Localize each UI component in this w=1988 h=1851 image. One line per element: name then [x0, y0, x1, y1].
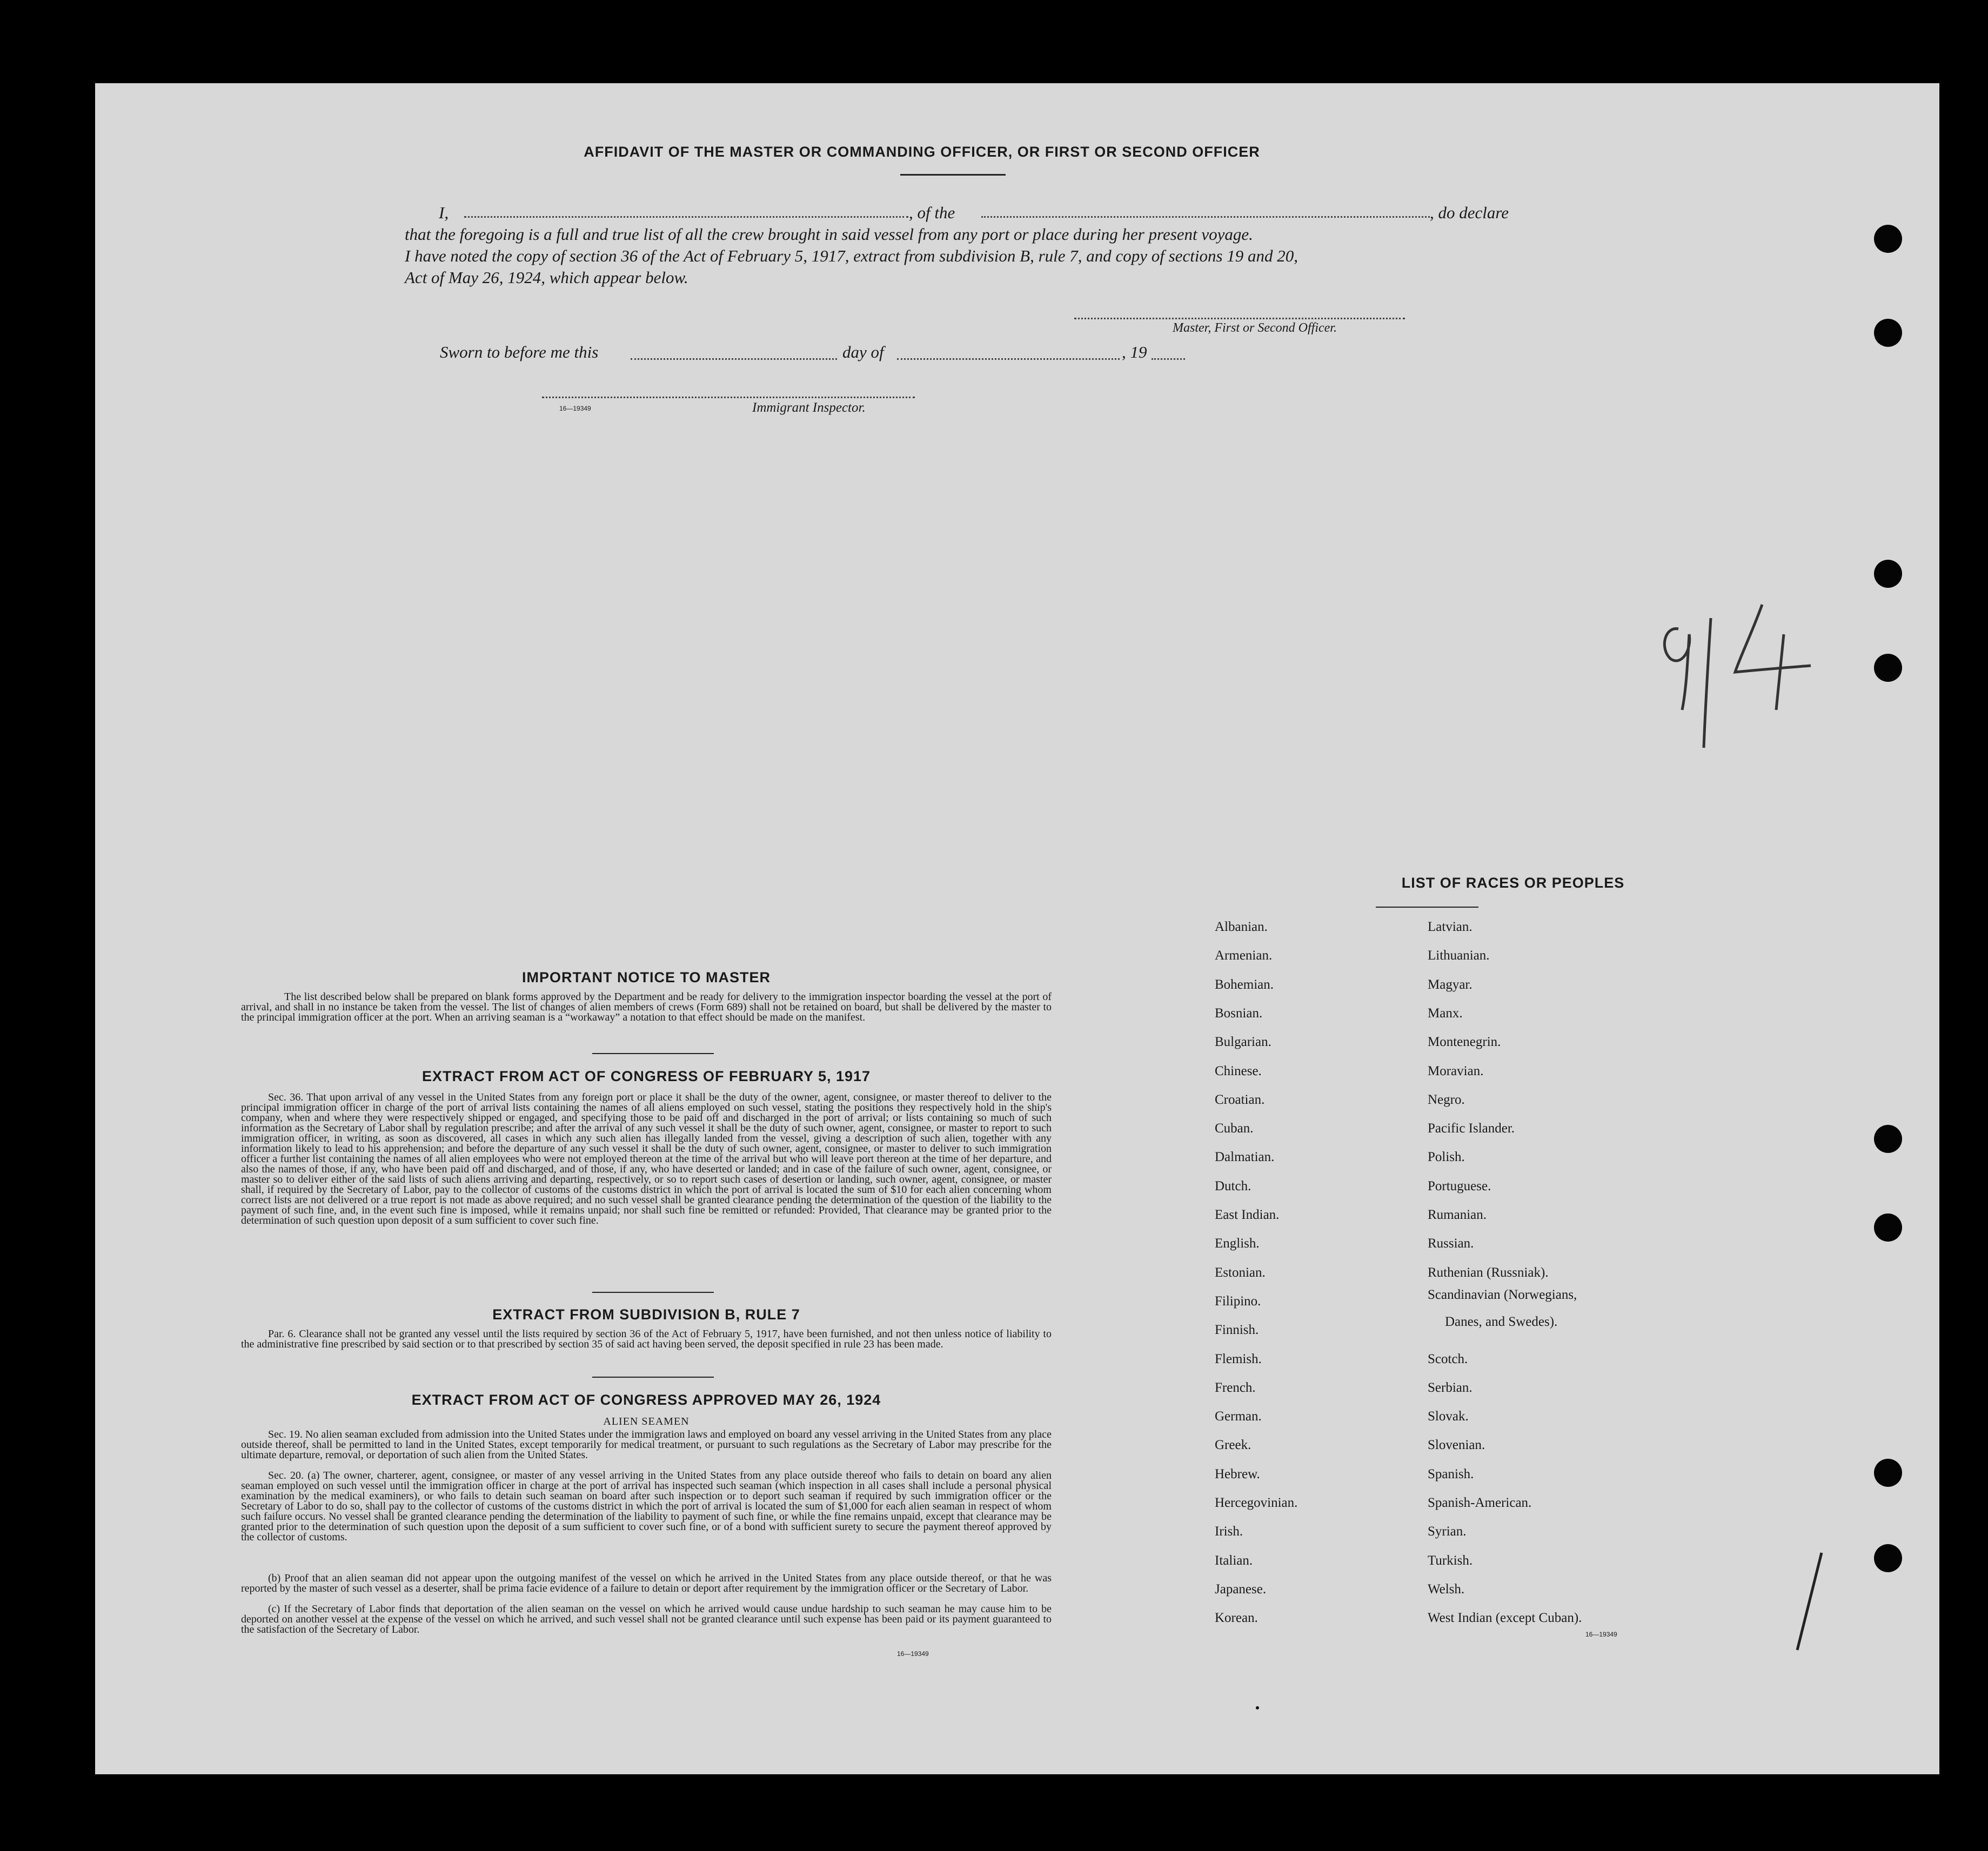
binder-hole [1874, 560, 1902, 588]
race-item: Cuban. [1215, 1121, 1254, 1136]
race-item: Polish. [1428, 1150, 1465, 1164]
race-item: Syrian. [1428, 1524, 1467, 1539]
sworn-label: Sworn to before me this [440, 343, 599, 361]
race-item: Rumanian. [1428, 1208, 1487, 1222]
race-item: Manx. [1428, 1006, 1463, 1021]
rule-7-divider [592, 1377, 714, 1378]
day-of-label: day of [842, 343, 884, 361]
affidavit-title: AFFIDAVIT OF THE MASTER OR COMMANDING OFFICER, OR FIRST OR SECOND OFFICER [584, 144, 1260, 160]
year-label: , 19 [1122, 343, 1147, 361]
handwritten-94-mark [1654, 596, 1843, 759]
inspector-label: Immigrant Inspector. [752, 400, 866, 415]
race-item: Scotch. [1428, 1352, 1468, 1366]
notice-text: The list described below shall be prepared on blank forms approved by the Department and be ready for delivery to the immigration inspector boarding the vessel at the port of arrival, and shall in no instance be taken from the vessel. The list of changes of alien members of crews (Form 689) shall not be retained on board, but shall be delivered by the master to the principal immigration officer at the port. When an arriving seaman is a “workaway” a notation to that effect should be made on the manifest. [241, 991, 1052, 1023]
race-item: Greek. [1215, 1438, 1251, 1452]
binder-hole [1874, 225, 1902, 253]
race-item: Korean. [1215, 1611, 1258, 1625]
notice-divider [592, 1053, 714, 1054]
race-item: Magyar. [1428, 977, 1472, 992]
race-item: East Indian. [1215, 1208, 1280, 1222]
speck [1256, 1706, 1259, 1709]
day-blank [631, 358, 837, 360]
race-item: Latvian. [1428, 920, 1472, 934]
binder-hole [1874, 1459, 1902, 1487]
race-item: Negro. [1428, 1092, 1465, 1107]
form-number-bottom-right: 16—19349 [1585, 1631, 1617, 1638]
handwritten-number [1654, 596, 1843, 759]
rule-7-text: Par. 6. Clearance shall not be granted any vessel until the lists required by section 36 of the Act of February 5, 1917, have been furnished, and not then unless notice of liability to the administrative fine prescribed by said section or to that prescribed by section 35 of said act having been served, the deposit specified in rule 23 has been made. [241, 1328, 1052, 1350]
race-item: Chinese. [1215, 1064, 1262, 1078]
name-blank [464, 216, 908, 218]
race-item: Turkish. [1428, 1553, 1473, 1568]
race-item: English. [1215, 1236, 1260, 1251]
year-blank [1152, 358, 1185, 360]
inspector-line [542, 397, 915, 398]
race-item: Finnish. [1215, 1323, 1259, 1337]
handwritten-stroke-mark [1778, 1547, 1832, 1655]
race-item: Serbian. [1428, 1380, 1472, 1395]
race-item: German. [1215, 1409, 1262, 1424]
race-item: Armenian. [1215, 948, 1273, 963]
race-scandinavian-continued: Danes, and Swedes). [1445, 1315, 1558, 1329]
race-item: Hercegovinian. [1215, 1495, 1298, 1510]
races-title: LIST OF RACES OR PEOPLES [1401, 875, 1625, 891]
race-item: Montenegrin. [1428, 1035, 1501, 1049]
do-declare-label: , do declare [1430, 203, 1509, 222]
extract-1924-sec20a: Sec. 20. (a) The owner, charterer, agent, consignee, or master of any vessel arriving in the United States from any place outside thereof who fails to detain on board any alien seaman employed on such vessel until the immigration officer in charge at the port of arrival has inspected such seaman (which inspection in all cases shall include a personal physical examination by the medical examiners), or who fails to detain such seaman on board after such inspection or to deport such seaman if required by such immigration officer or the Secretary of Labor to do so, shall pay to the collector of customs of the customs district in which the port of arrival is located the sum of $1,000 for each alien seaman in respect of whom such failure occurs. No vessel shall be granted clearance pending the determination of the liability to payment of such fine, or while the fine remains unpaid, except that clearance may be granted prior to the determination of such question upon the deposit of a sum sufficient to cover such fine, or of a bond with sufficient surety to secure the payment thereof approved by the collector of customs. [241, 1470, 1052, 1543]
race-item: Welsh. [1428, 1582, 1465, 1597]
binder-hole [1874, 654, 1902, 682]
signature-line [1074, 318, 1405, 319]
form-number-top: 16—19349 [559, 405, 591, 412]
extract-1917-divider [592, 1292, 714, 1293]
document-page [95, 83, 1939, 1774]
race-item: French. [1215, 1380, 1256, 1395]
race-item: Bosnian. [1215, 1006, 1263, 1021]
race-item: Italian. [1215, 1553, 1253, 1568]
race-item: Japanese. [1215, 1582, 1267, 1597]
race-item: Albanian. [1215, 920, 1268, 934]
race-item: Filipino. [1215, 1294, 1261, 1309]
affidavit-line-4: Act of May 26, 1924, which appear below. [405, 268, 688, 287]
race-item: Scandinavian (Norwegians, [1428, 1287, 1577, 1302]
signature-label: Master, First or Second Officer. [1173, 321, 1337, 335]
affidavit-line-2: that the foregoing is a full and true list of all the crew brought in said vessel from any port or place during her present voyage. [405, 225, 1253, 244]
extract-1917-title: EXTRACT FROM ACT OF CONGRESS OF FEBRUARY 5, 1917 [421, 1068, 871, 1084]
extract-1917-text: Sec. 36. That upon arrival of any vessel in the United States from any foreign port or place it shall be the duty of the owner, agent, consignee, or master thereof to deliver to the principal immigration officer in charge of the port of arrival lists containing the names of all aliens employed on such vessel, stating the positions they respectively hold in the ship's company, when and where they were respectively shipped or engaged, and specifying those to be paid off and discharged in the port of arrival; or lists containing so much of such information as the Secretary of Labor shall by regulation prescribe; and after the arrival of any such vessel it shall be the duty of such owner, agent, consignee, or master to report to such immigration officer, in writing, as soon as discovered, all cases in which any such alien has illegally landed from the vessel, giving a description of such alien, together with any information likely to lead to his apprehension; and before the departure of any such vessel it shall be the duty of such owner, agent, consignee, or master to deliver to such immigration officer a further list containing the names of all alien employees who were not employed thereon at the time of the arrival but who will leave port thereon at the time of her departure, and also the names of those, if any, who have been paid off and discharged, and of those, if any, who have deserted or landed; and in case of the failure of such owner, agent, consignee, or master so to deliver either of the said lists of such aliens arriving and departing, respectively, or so to report such cases of desertion or landing, such owner, agent, consignee, or master shall, if required by the Secretary of Labor, pay to the collector of customs of the customs district in which the port of arrival is located the sum of $10 for each alien concerning whom correct lists are not delivered or a true report is not made as above required; and no such vessel shall be granted clearance pending the determination of the question of the liability to the payment of such fine, and, in the event such fine is imposed, while it remains unpaid; nor shall such fine be remitted or refunded: Provided, That clearance may be granted prior to the determination of such question upon deposit of a sum sufficient to cover such fine. [241, 1091, 1052, 1226]
race-item: Irish. [1215, 1524, 1243, 1539]
form-number-bottom-left: 16—19349 [897, 1650, 929, 1658]
extract-1924-title: EXTRACT FROM ACT OF CONGRESS APPROVED MAY 26, 1924 [411, 1392, 881, 1408]
race-item: Dutch. [1215, 1179, 1251, 1193]
race-item: Spanish-American. [1428, 1495, 1532, 1510]
race-item: Croatian. [1215, 1092, 1265, 1107]
race-item: Portuguese. [1428, 1179, 1491, 1193]
vessel-blank [981, 216, 1430, 218]
race-item: Bulgarian. [1215, 1035, 1271, 1049]
extract-1924-sec20c: (c) If the Secretary of Labor finds that deportation of the alien seaman on the vessel on which he arrived would cause undue hardship to such seaman he may cause him to be deported on another vessel at the expense of the vessel on which he arrived, and such vessel shall not be granted clearance until such expense has been paid or its payment guaranteed to the satisfaction of the Secretary of Labor. [241, 1603, 1052, 1635]
affidavit-i-label: I, [439, 203, 449, 222]
title-divider [900, 174, 1006, 176]
race-item: Lithuanian. [1428, 948, 1490, 963]
binder-hole [1874, 319, 1902, 347]
race-item: Spanish. [1428, 1467, 1474, 1481]
race-item: Flemish. [1215, 1352, 1262, 1366]
affidavit-line-3: I have noted the copy of section 36 of the Act of February 5, 1917, extract from subdivision B, rule 7, and copy of sections 19 and 20, [405, 246, 1298, 265]
race-item: Dalmatian. [1215, 1150, 1275, 1164]
rule-7-title: EXTRACT FROM SUBDIVISION B, RULE 7 [492, 1306, 800, 1323]
race-item: Estonian. [1215, 1265, 1266, 1280]
race-item: Slovenian. [1428, 1438, 1485, 1452]
race-item: Moravian. [1428, 1064, 1484, 1078]
race-item: Ruthenian (Russniak). [1428, 1265, 1549, 1280]
of-the-label: , of the [909, 203, 955, 222]
extract-1924-sec19: Sec. 19. No alien seaman excluded from admission into the United States under the immigration laws and employed on board any vessel arriving in the United States from any place outside thereof, shall be permitted to land in the United States, except temporarily for medical treatment, or pursuant to such regulations as the Secretary of Labor may prescribe for the ultimate departure, removal, or deportation of such alien from the United States. [241, 1429, 1052, 1461]
binder-hole [1874, 1125, 1902, 1153]
binder-hole [1874, 1213, 1902, 1242]
extract-1924-sec20b: (b) Proof that an alien seaman did not appear upon the outgoing manifest of the vessel on which he arrived in the United States from any place outside thereof, or that he was reported by the master of such vessel as a deserter, shall be prima facie evidence of a failure to detain or deport after requirement by the immigration officer or the Secretary of Labor. [241, 1572, 1052, 1594]
month-blank [897, 358, 1120, 360]
race-item: Hebrew. [1215, 1467, 1260, 1481]
handwritten-slash [1778, 1547, 1832, 1658]
race-item: West Indian (except Cuban). [1428, 1611, 1582, 1625]
race-item: Slovak. [1428, 1409, 1469, 1424]
notice-title: IMPORTANT NOTICE TO MASTER [522, 969, 771, 985]
binder-hole [1874, 1544, 1902, 1572]
race-item: Bohemian. [1215, 977, 1274, 992]
race-item: Russian. [1428, 1236, 1474, 1251]
race-item: Pacific Islander. [1428, 1121, 1515, 1136]
races-divider [1376, 907, 1478, 908]
extract-1924-subtitle: ALIEN SEAMEN [603, 1416, 690, 1427]
